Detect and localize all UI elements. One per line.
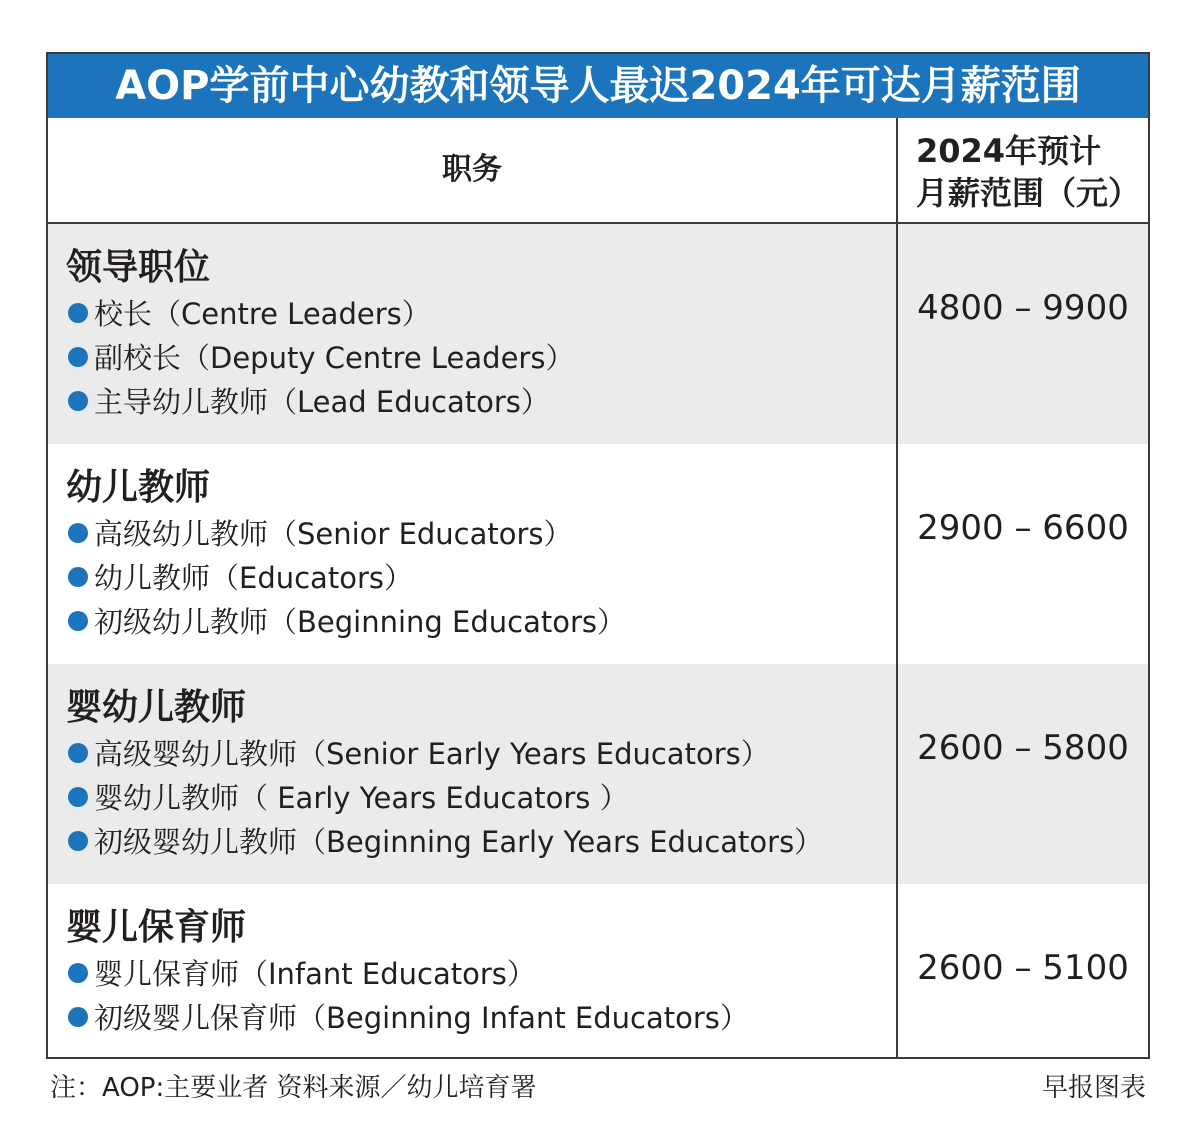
list-item: [68, 558, 413, 598]
item-label: 幼儿教师（Educators）: [94, 561, 413, 595]
header-salary: [916, 130, 1148, 214]
category-title: 幼儿教师: [66, 467, 211, 508]
list-item: [68, 338, 574, 378]
bullet-icon: [68, 523, 88, 543]
list-item: [68, 778, 629, 818]
bullet-icon: [68, 831, 88, 851]
footer-credit: 早报图表: [1041, 1073, 1146, 1103]
item-label: 高级幼儿教师（Senior Educators）: [94, 517, 573, 551]
table-row: [48, 444, 1148, 664]
list-item: [68, 514, 573, 554]
column-divider: [896, 118, 898, 1057]
table-row: [48, 664, 1148, 884]
list-item: [68, 998, 749, 1038]
bullet-icon: [68, 963, 88, 983]
salary-range: 2900 – 6600: [917, 508, 1129, 548]
bullet-icon: [68, 567, 88, 587]
bullet-icon: [68, 787, 88, 807]
item-label: 初级幼儿教师（Beginning Educators）: [94, 605, 626, 639]
bullet-icon: [68, 611, 88, 631]
bullet-icon: [68, 347, 88, 367]
bullet-icon: [68, 743, 88, 763]
category-title: 婴儿保育师: [66, 907, 247, 948]
header-role: 职务: [442, 152, 502, 187]
header-salary-line1: 2024年预计: [916, 132, 1102, 170]
salary-range: 2600 – 5100: [917, 948, 1129, 988]
salary-range: 2600 – 5800: [917, 728, 1129, 768]
item-label: 副校长（Deputy Centre Leaders）: [94, 341, 575, 375]
list-item: [68, 954, 536, 994]
bullet-icon: [68, 391, 88, 411]
header-salary-line2: 月薪范围（元）: [916, 174, 1141, 212]
item-label: 婴幼儿教师（ Early Years Educators ）: [94, 781, 629, 815]
list-item: [68, 822, 823, 862]
table-row: [48, 224, 1148, 444]
bullet-icon: [68, 303, 88, 323]
list-item: [68, 734, 770, 774]
category-title: 领导职位: [66, 247, 211, 288]
table-row: [48, 884, 1148, 1057]
salary-table: [46, 52, 1150, 1059]
table-title: AOP学前中心幼教和领导人最迟2024年可达月薪范围: [48, 54, 1148, 118]
footer-note: 注：AOP:主要业者 资料来源／幼儿培育署: [50, 1073, 537, 1103]
item-label: 主导幼儿教师（Lead Educators）: [94, 385, 550, 419]
item-label: 初级婴幼儿教师（Beginning Early Years Educators）: [94, 825, 824, 859]
item-label: 高级婴幼儿教师（Senior Early Years Educators）: [94, 737, 770, 771]
item-label: 校长（Centre Leaders）: [94, 297, 431, 331]
table-header: [48, 118, 1148, 224]
category-title: 婴幼儿教师: [66, 687, 247, 728]
salary-range: 4800 – 9900: [917, 288, 1129, 328]
bullet-icon: [68, 1007, 88, 1027]
item-label: 婴儿保育师（Infant Educators）: [94, 957, 536, 991]
list-item: [68, 382, 550, 422]
list-item: [68, 294, 431, 334]
list-item: [68, 602, 626, 642]
item-label: 初级婴儿保育师（Beginning Infant Educators）: [94, 1001, 749, 1035]
